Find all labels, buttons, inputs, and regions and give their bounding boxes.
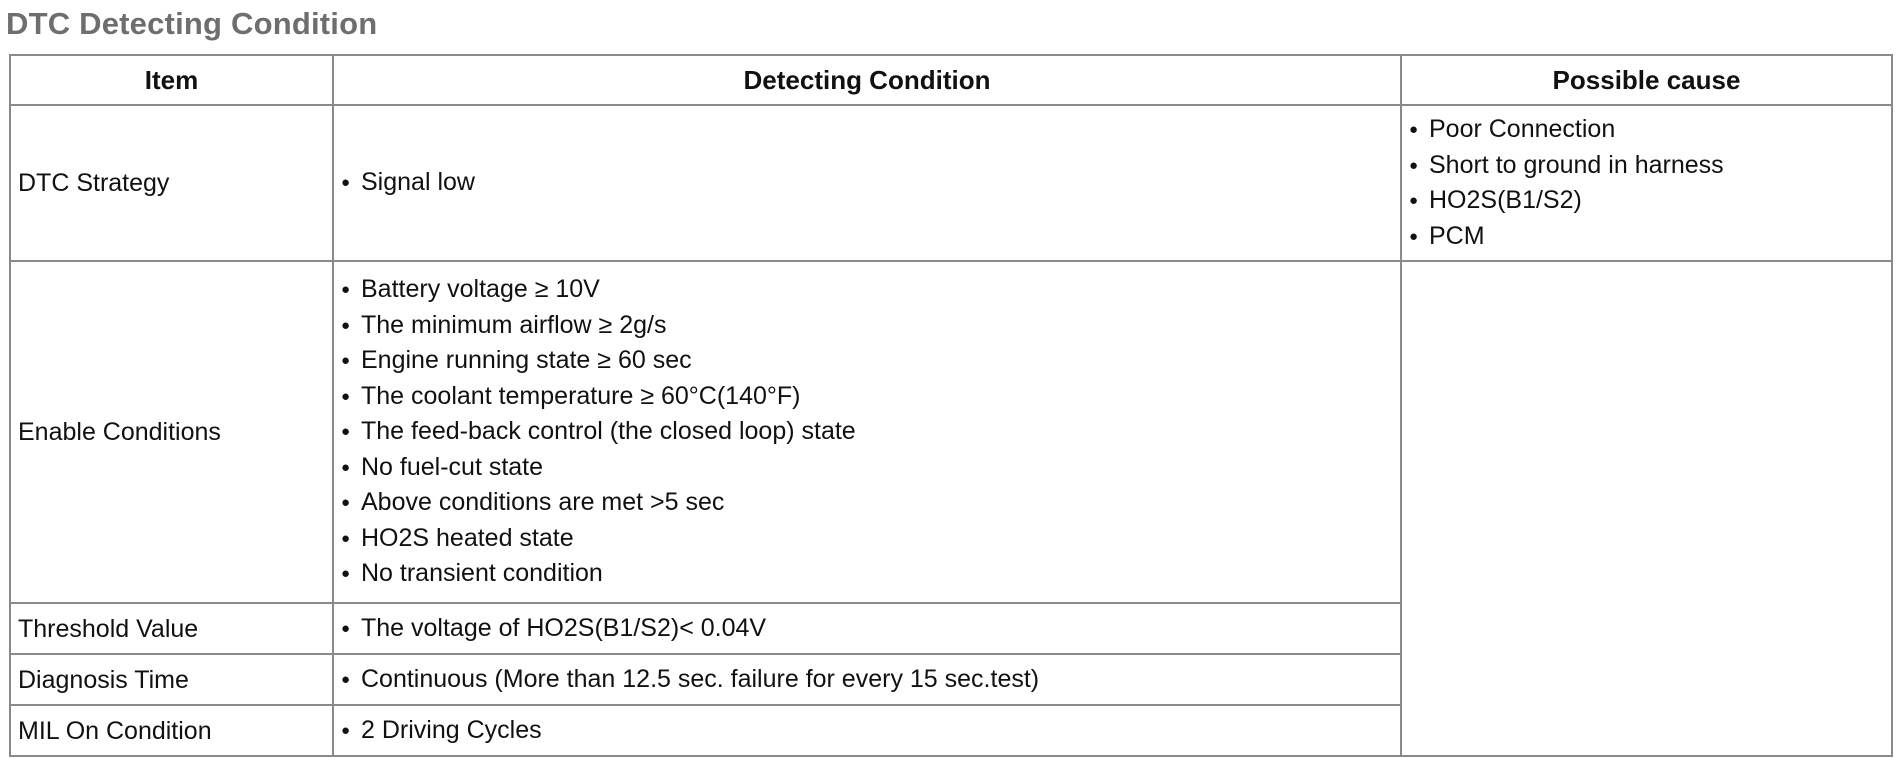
column-header-item: Item	[10, 55, 333, 105]
condition-item: ● HO2S heated state	[341, 521, 1393, 557]
condition-item: ● Above conditions are met >5 sec	[341, 485, 1393, 521]
condition-cell	[333, 105, 1401, 261]
item-label-enable-conditions: Enable Conditions	[18, 418, 221, 446]
item-label-dtc-strategy: DTC Strategy	[18, 169, 170, 197]
dtc-condition-table	[9, 54, 1893, 757]
condition-item: ● Continuous (More than 12.5 sec. failure for every 15 sec.test)	[341, 662, 1393, 698]
possible-cause-list	[1409, 112, 1884, 254]
row-enable-conditions	[10, 261, 1892, 603]
item-cell	[10, 603, 333, 654]
row-dtc-strategy	[10, 105, 1892, 261]
table-header-row	[10, 55, 1892, 105]
condition-cell	[333, 705, 1401, 756]
condition-item: ● No fuel-cut state	[341, 450, 1393, 486]
condition-item: ● 2 Driving Cycles	[341, 713, 1393, 749]
possible-cause-item: ● Short to ground in harness	[1409, 148, 1884, 184]
column-header-detecting-condition: Detecting Condition	[333, 55, 1401, 105]
condition-list	[341, 272, 1393, 592]
item-cell	[10, 105, 333, 261]
condition-item: ● Engine running state ≥ 60 sec	[341, 343, 1393, 379]
condition-cell	[333, 654, 1401, 705]
item-label-mil-on-condition: MIL On Condition	[18, 716, 212, 745]
condition-cell	[333, 261, 1401, 603]
item-cell	[10, 261, 333, 603]
condition-item: ● The feed-back control (the closed loop) state	[341, 414, 1393, 450]
condition-cell	[333, 603, 1401, 654]
item-label-diagnosis-time: Diagnosis Time	[18, 665, 189, 694]
condition-item: ● No transient condition	[341, 556, 1393, 592]
item-cell	[10, 705, 333, 756]
possible-cause-cell	[1401, 105, 1892, 261]
possible-cause-item: ● HO2S(B1/S2)	[1409, 183, 1884, 219]
possible-cause-item: ● PCM	[1409, 219, 1884, 255]
possible-cause-item: ● Poor Connection	[1409, 112, 1884, 148]
condition-list	[341, 165, 1393, 201]
condition-item: ● The minimum airflow ≥ 2g/s	[341, 308, 1393, 344]
page-title: DTC Detecting Condition	[6, 6, 378, 41]
item-label-threshold-value: Threshold Value	[18, 614, 199, 643]
condition-item: ● The voltage of HO2S(B1/S2)< 0.04V	[341, 611, 1393, 647]
column-header-possible-cause: Possible cause	[1401, 55, 1892, 105]
condition-item: ● Battery voltage ≥ 10V	[341, 272, 1393, 308]
condition-list	[341, 611, 1393, 647]
condition-item: ● Signal low	[341, 165, 1393, 201]
possible-cause-empty-cell	[1401, 261, 1892, 756]
condition-list	[341, 713, 1393, 749]
condition-item: ● The coolant temperature ≥ 60°C(140°F)	[341, 379, 1393, 415]
condition-list	[341, 662, 1393, 698]
item-cell	[10, 654, 333, 705]
